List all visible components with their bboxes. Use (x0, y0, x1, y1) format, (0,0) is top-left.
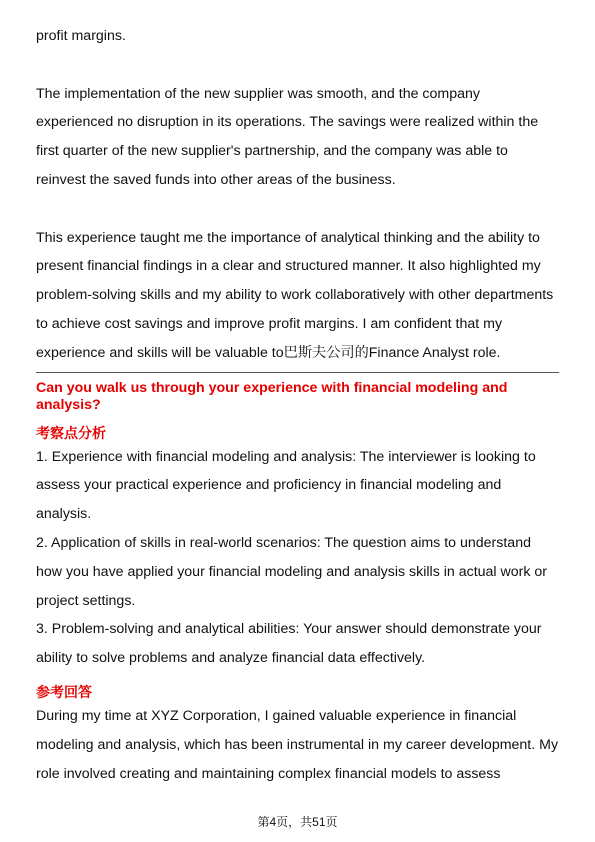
question-title: Can you walk us through your experience with financial modeling and analysis? (36, 379, 508, 413)
reference-answer-paragraph: During my time at XYZ Corporation, I gained valuable experience in financial modeling and analysis, which has been instrumental in my career development. My role involved creating and maintaining complex financial models to assess (36, 707, 559, 782)
analysis-point: 1. Experience with financial modeling and analysis: The interviewer is looking to assess your practical experience and proficiency in financial modeling and analysis. (36, 448, 536, 523)
reference-answer-heading: 参考回答 (36, 683, 92, 700)
analysis-heading: 考察点分析 (36, 424, 106, 441)
answer-paragraph-implementation: The implementation of the new supplier was smooth, and the company experienced no disruption in its operations. The savings were realized within the first quarter of the new supplier's partnership, and the company was able to reinvest the saved funds into other areas of the business. (36, 85, 539, 188)
analysis-point: 2. Application of skills in real-world scenarios: The question aims to understand how you have applied your financial modeling and analysis skills in actual work or project settings. (36, 534, 548, 609)
analysis-points-list (36, 443, 559, 673)
page-number-footer: 第4页，共51页 (257, 815, 338, 829)
continued-paragraph: profit margins. (36, 28, 126, 44)
page-content (36, 22, 559, 788)
answer-paragraph-conclusion: This experience taught me the importance of analytical thinking and the ability to present financial findings in a clear and structured manner. It also highlighted my problem-solving skills and my ability to work collaboratively with other departments to achieve cost savings and improve profit margins. I am confident that my experience and skills will be valuable to巴斯夫公司的Finance Analyst role. (36, 229, 554, 361)
paragraph-gap (36, 51, 559, 80)
analysis-point: 3. Problem-solving and analytical abilities: Your answer should demonstrate your ability to solve problems and analyze financial data effectively. (36, 621, 542, 667)
section-divider (36, 372, 559, 373)
paragraph-gap (36, 195, 559, 224)
